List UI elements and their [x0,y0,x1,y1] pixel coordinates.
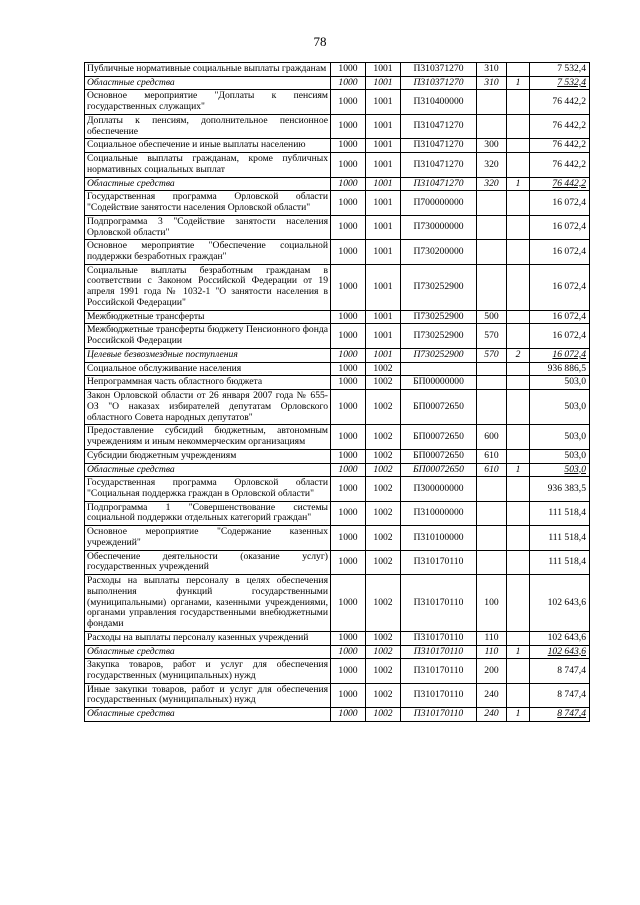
cell-name: Расходы на выплаты персоналу казенных учреждений [85,631,331,645]
cell-department-code: 1000 [331,376,366,390]
cell-name: Основное мероприятие "Содержание казенных учреждений" [85,526,331,550]
cell-name: Государственная программа Орловской области "Социальная поддержка граждан в Орловской области" [85,477,331,501]
cell-name: Обеспечение деятельности (оказание услуг) государственных учреждений [85,550,331,574]
cell-target-article: П310170110 [401,708,477,722]
cell-section-code: 1002 [366,376,401,390]
cell-amount: 936 886,5 [530,362,590,376]
cell-amount: 503,0 [530,449,590,463]
cell-amount: 7 532,4 [530,76,590,90]
cell-target-article: П310170110 [401,683,477,707]
cell-target-article: П730252900 [401,324,477,348]
cell-target-article: П310471270 [401,177,477,191]
cell-name: Социальные выплаты безработным гражданам в соответствии с Законом Российской Федерации от 19 апреля 1991 года № 1032-1 "О занятости населения в Российской Федерации" [85,264,331,310]
cell-section-code: 1002 [366,390,401,425]
cell-name: Областные средства [85,177,331,191]
cell-amount: 503,0 [530,390,590,425]
cell-amount: 111 518,4 [530,501,590,525]
cell-expense-type [477,215,507,239]
cell-section-code: 1001 [366,76,401,90]
cell-section-code: 1002 [366,659,401,683]
cell-target-article: БП00072650 [401,425,477,449]
cell-funding-source [507,90,530,114]
cell-expense-type [477,114,507,138]
cell-target-article: П310471270 [401,114,477,138]
cell-department-code: 1000 [331,575,366,632]
cell-target-article: П310471270 [401,153,477,177]
cell-section-code: 1002 [366,449,401,463]
cell-name: Иные закупки товаров, работ и услуг для обеспечения государственных (муниципальных) нужд [85,683,331,707]
cell-target-article: П730252900 [401,348,477,362]
cell-target-article: П310170110 [401,631,477,645]
cell-department-code: 1000 [331,550,366,574]
cell-amount: 102 643,6 [530,631,590,645]
table-row [85,631,590,645]
cell-section-code: 1002 [366,631,401,645]
cell-target-article: П310371270 [401,76,477,90]
cell-section-code: 1002 [366,477,401,501]
cell-department-code: 1000 [331,310,366,324]
table-row [85,324,590,348]
cell-name: Областные средства [85,645,331,659]
cell-target-article: П310000000 [401,501,477,525]
cell-name: Подпрограмма 1 "Совершенствование системы социальной поддержки отдельных категорий граждан" [85,501,331,525]
cell-funding-source: 1 [507,708,530,722]
cell-funding-source: 1 [507,463,530,477]
table-row [85,449,590,463]
table-row [85,139,590,153]
cell-section-code: 1002 [366,425,401,449]
table-row [85,477,590,501]
cell-department-code: 1000 [331,659,366,683]
table-row [85,153,590,177]
cell-target-article: П730252900 [401,264,477,310]
cell-expense-type: 320 [477,153,507,177]
cell-expense-type [477,191,507,215]
cell-department-code: 1000 [331,501,366,525]
cell-department-code: 1000 [331,425,366,449]
cell-expense-type [477,376,507,390]
cell-amount: 76 442,2 [530,153,590,177]
cell-section-code: 1001 [366,191,401,215]
table-row [85,114,590,138]
table-row [85,376,590,390]
table-row [85,310,590,324]
cell-department-code: 1000 [331,114,366,138]
cell-funding-source [507,550,530,574]
table-row-subtotal [85,177,590,191]
cell-name: Межбюджетные трансферты [85,310,331,324]
cell-funding-source [507,575,530,632]
table-row [85,425,590,449]
cell-expense-type: 300 [477,139,507,153]
cell-expense-type [477,526,507,550]
cell-expense-type [477,362,507,376]
cell-amount: 76 442,2 [530,114,590,138]
table-row-subtotal [85,708,590,722]
cell-amount: 102 643,6 [530,645,590,659]
cell-name: Основное мероприятие "Обеспечение социальной поддержки безработных граждан" [85,240,331,264]
cell-amount: 102 643,6 [530,575,590,632]
cell-expense-type [477,550,507,574]
cell-expense-type [477,240,507,264]
cell-amount: 7 532,4 [530,63,590,77]
cell-department-code: 1000 [331,240,366,264]
cell-expense-type: 310 [477,76,507,90]
cell-section-code: 1002 [366,645,401,659]
cell-funding-source [507,631,530,645]
cell-section-code: 1002 [366,575,401,632]
cell-amount: 503,0 [530,376,590,390]
cell-target-article: П310100000 [401,526,477,550]
cell-department-code: 1000 [331,477,366,501]
cell-funding-source [507,477,530,501]
cell-funding-source [507,526,530,550]
cell-funding-source [507,240,530,264]
table-body [85,63,590,722]
cell-department-code: 1000 [331,526,366,550]
cell-amount: 16 072,4 [530,324,590,348]
cell-section-code: 1001 [366,264,401,310]
cell-funding-source [507,139,530,153]
table-row [85,550,590,574]
cell-funding-source [507,215,530,239]
cell-department-code: 1000 [331,264,366,310]
cell-amount: 16 072,4 [530,310,590,324]
cell-expense-type: 310 [477,63,507,77]
cell-expense-type: 570 [477,348,507,362]
cell-amount: 16 072,4 [530,191,590,215]
cell-name: Социальные выплаты гражданам, кроме публичных нормативных социальных выплат [85,153,331,177]
table-row [85,191,590,215]
cell-section-code: 1001 [366,153,401,177]
cell-department-code: 1000 [331,139,366,153]
cell-department-code: 1000 [331,90,366,114]
cell-department-code: 1000 [331,76,366,90]
cell-funding-source: 2 [507,348,530,362]
cell-expense-type: 240 [477,683,507,707]
cell-section-code: 1002 [366,683,401,707]
cell-department-code: 1000 [331,63,366,77]
cell-amount: 76 442,2 [530,177,590,191]
cell-expense-type: 110 [477,631,507,645]
table-row [85,264,590,310]
cell-funding-source: 1 [507,177,530,191]
cell-funding-source [507,425,530,449]
table-row-subtotal [85,645,590,659]
table-row [85,526,590,550]
cell-funding-source [507,153,530,177]
table-row [85,575,590,632]
cell-funding-source [507,376,530,390]
cell-expense-type: 320 [477,177,507,191]
cell-target-article: П730252900 [401,310,477,324]
cell-name: Межбюджетные трансферты бюджету Пенсионного фонда Российской Федерации [85,324,331,348]
cell-target-article: П310400000 [401,90,477,114]
cell-expense-type [477,264,507,310]
cell-name: Доплаты к пенсиям, дополнительное пенсионное обеспечение [85,114,331,138]
cell-funding-source: 1 [507,76,530,90]
cell-target-article: П310170110 [401,645,477,659]
cell-section-code: 1001 [366,215,401,239]
cell-section-code: 1001 [366,90,401,114]
cell-name: Основное мероприятие "Доплаты к пенсиям государственных служащих" [85,90,331,114]
cell-section-code: 1002 [366,362,401,376]
cell-name: Публичные нормативные социальные выплаты гражданам [85,63,331,77]
cell-amount: 111 518,4 [530,550,590,574]
cell-expense-type [477,390,507,425]
cell-name: Государственная программа Орловской области "Содействие занятости населения Орловской области" [85,191,331,215]
cell-section-code: 1002 [366,501,401,525]
cell-funding-source [507,683,530,707]
cell-target-article: П300000000 [401,477,477,501]
table-row [85,362,590,376]
cell-name: Областные средства [85,708,331,722]
cell-funding-source [507,659,530,683]
cell-expense-type: 100 [477,575,507,632]
cell-section-code: 1002 [366,550,401,574]
table-row [85,63,590,77]
cell-expense-type: 240 [477,708,507,722]
table-row-subtotal [85,76,590,90]
cell-section-code: 1001 [366,139,401,153]
cell-amount: 16 072,4 [530,348,590,362]
cell-amount: 503,0 [530,463,590,477]
cell-expense-type: 610 [477,449,507,463]
cell-amount: 76 442,2 [530,90,590,114]
cell-amount: 503,0 [530,425,590,449]
table-row-subtotal [85,463,590,477]
cell-target-article [401,362,477,376]
table-row [85,390,590,425]
cell-expense-type: 200 [477,659,507,683]
cell-department-code: 1000 [331,708,366,722]
cell-target-article: П310371270 [401,63,477,77]
cell-expense-type [477,501,507,525]
cell-section-code: 1002 [366,526,401,550]
cell-funding-source [507,264,530,310]
cell-department-code: 1000 [331,362,366,376]
cell-target-article: П310170110 [401,550,477,574]
cell-target-article: П730200000 [401,240,477,264]
cell-department-code: 1000 [331,683,366,707]
cell-funding-source [507,63,530,77]
cell-funding-source [507,324,530,348]
cell-name: Областные средства [85,76,331,90]
cell-section-code: 1002 [366,708,401,722]
cell-target-article: БП00072650 [401,449,477,463]
table-row [85,240,590,264]
page-number: 78 [313,34,327,49]
cell-department-code: 1000 [331,449,366,463]
cell-expense-type: 610 [477,463,507,477]
table-row [85,659,590,683]
cell-department-code: 1000 [331,191,366,215]
cell-section-code: 1001 [366,177,401,191]
cell-amount: 111 518,4 [530,526,590,550]
cell-expense-type: 570 [477,324,507,348]
table-row [85,683,590,707]
cell-target-article: БП00072650 [401,390,477,425]
cell-section-code: 1001 [366,324,401,348]
cell-target-article: П310471270 [401,139,477,153]
budget-table [84,62,590,722]
cell-funding-source [507,310,530,324]
cell-section-code: 1001 [366,310,401,324]
cell-expense-type: 600 [477,425,507,449]
cell-target-article: П700000000 [401,191,477,215]
cell-name: Непрограммная часть областного бюджета [85,376,331,390]
cell-expense-type: 110 [477,645,507,659]
cell-amount: 8 747,4 [530,659,590,683]
table-row [85,501,590,525]
cell-amount: 76 442,2 [530,139,590,153]
cell-department-code: 1000 [331,631,366,645]
cell-funding-source [507,449,530,463]
cell-name: Социальное обслуживание населения [85,362,331,376]
cell-funding-source [507,362,530,376]
cell-name: Целевые безвозмездные поступления [85,348,331,362]
cell-funding-source [507,390,530,425]
cell-amount: 936 383,5 [530,477,590,501]
cell-name: Предоставление субсидий бюджетным, автономным учреждениям и иным некоммерческим организациям [85,425,331,449]
cell-department-code: 1000 [331,177,366,191]
cell-amount: 8 747,4 [530,708,590,722]
cell-department-code: 1000 [331,390,366,425]
cell-section-code: 1001 [366,240,401,264]
cell-name: Социальное обеспечение и иные выплаты населению [85,139,331,153]
cell-section-code: 1001 [366,348,401,362]
cell-name: Закупка товаров, работ и услуг для обеспечения государственных (муниципальных) нужд [85,659,331,683]
cell-amount: 16 072,4 [530,215,590,239]
cell-name: Расходы на выплаты персоналу в целях обеспечения выполнения функций государственными (муниципальными) органами, казенными учреждениями, органами управления государственными внебюджетными фондами [85,575,331,632]
cell-amount: 16 072,4 [530,264,590,310]
cell-funding-source [507,501,530,525]
cell-department-code: 1000 [331,215,366,239]
cell-department-code: 1000 [331,324,366,348]
cell-amount: 16 072,4 [530,240,590,264]
cell-target-article: П730000000 [401,215,477,239]
cell-expense-type: 500 [477,310,507,324]
cell-funding-source [507,191,530,215]
cell-target-article: П310170110 [401,659,477,683]
cell-department-code: 1000 [331,153,366,177]
cell-target-article: БП00072650 [401,463,477,477]
cell-funding-source [507,114,530,138]
cell-name: Субсидии бюджетным учреждениям [85,449,331,463]
cell-section-code: 1001 [366,114,401,138]
cell-section-code: 1001 [366,63,401,77]
cell-target-article: П310170110 [401,575,477,632]
cell-department-code: 1000 [331,463,366,477]
cell-department-code: 1000 [331,348,366,362]
cell-amount: 8 747,4 [530,683,590,707]
cell-name: Областные средства [85,463,331,477]
cell-name: Подпрограмма 3 "Содействие занятости населения Орловской области" [85,215,331,239]
table-row [85,90,590,114]
cell-expense-type [477,90,507,114]
cell-target-article: БП00000000 [401,376,477,390]
table-row [85,215,590,239]
cell-name: Закон Орловской области от 26 января 2007 года № 655-ОЗ "О наказах избирателей депутатам Орловского областного Совета народных депутатов" [85,390,331,425]
cell-department-code: 1000 [331,645,366,659]
cell-expense-type [477,477,507,501]
cell-section-code: 1002 [366,463,401,477]
cell-funding-source: 1 [507,645,530,659]
table-row-subtotal [85,348,590,362]
